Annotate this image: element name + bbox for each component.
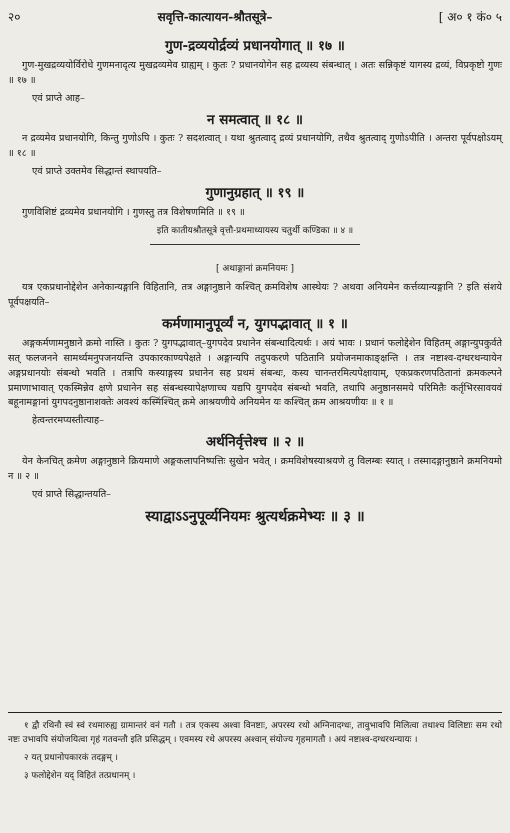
section-heading: [ अथाङ्गानां क्रमनियमः ] (216, 264, 294, 275)
footnote-1: १ द्वौ रथिनौ स्वं स्वं रथमारुह्य ग्रामान्तरं वनं गतौ । तत्र एकस्य अश्वा विनष्टाः, अपरस्य रथो अग्निनादग्धः, तावुभावपि मिलित्वा तथाश्च विलिष्टाः सम रथो नष्टः उभावपि संयोजयित्वा गृहं गतवन्तौ इति प्रसिद्धम् । एवमस्य रथे अपरस्य अश्वान् संयोज्य गृहमागतौ । अयं नष्टाश्व-दग्धरथन्यायः । (8, 721, 502, 746)
sutra-19: गुणानुग्रहात् ॥ १९ ॥ (205, 185, 305, 201)
commentary-17: गुण-मुखद्रव्ययोर्विरोधे गुणमनादृत्य मुखद्रव्यमेव ग्राह्यम् । कुतः ? प्रधानयोगेन सह द्रव्यस्य संबन्धात् । अतः सन्निकृष्टं यागस्य द्रव्यं, विप्रकृष्टो गुणः ॥ १७ ॥ (8, 59, 502, 86)
sutra-2: अर्थनिर्वृत्तेश्च ॥ २ ॥ (205, 434, 305, 451)
transition-line: एवं प्राप्ते उक्तमेव सिद्धान्तं स्थापयति– (32, 166, 162, 178)
commentary-19: गुणविशिष्टं द्रव्यमेव प्रधानयोगि । गुणस्तु तत्र विशेषणमिति ॥ १९ ॥ (22, 206, 245, 218)
introduction-paragraph: यत्र एकप्रधानोद्देशेन अनेकान्यङ्गानि विहितानि, तत्र अङ्गानुष्ठाने कश्चित् क्रमविशेष आस्थेयः ? अथवा अनियमेन कर्त्तव्यान्यङ्गानि ? इति संशये पूर्वपक्षयति– (8, 282, 502, 309)
transition-line: एवं प्राप्ते आह– (32, 92, 85, 104)
sutra-17: गुण-द्रव्ययोर्द्रव्यं प्रधानयोगात् ॥ १७ ॥ (165, 38, 345, 54)
transition-line: हेत्वन्तरमप्यस्तीत्याह– (32, 415, 104, 427)
page-header (8, 8, 502, 30)
footnote-2: २ यत् प्रधानोपकारकं तदङ्गम् । (24, 753, 118, 764)
sutra-18: न समत्वात् ॥ १८ ॥ (207, 111, 303, 128)
kandika-colophon: इति कातीयश्रौतसूत्रे वृत्तौ-प्रथमाध्यायस्य चतुर्थी कण्डिका ॥ ४ ॥ (156, 225, 354, 236)
section-reference: [ अ० १ कं० ५ (438, 10, 502, 24)
sutra-3: स्याद्वाऽऽनुपूर्व्यनियमः श्रुत्यर्थक्रमेभ्यः ॥ ३ ॥ (145, 507, 365, 525)
section-divider (150, 244, 360, 245)
page-number: २० (8, 10, 21, 24)
running-title: सवृत्ति-कात्यायन-श्रौतसूत्रे– (157, 10, 273, 24)
commentary-2: येन केनचित् क्रमेण अङ्गानुष्ठाने क्रियमाणे अङ्गकलापनिष्पत्तिः सुखेन भवेत् । क्रमविशेषस्याश्रयणे तु विलम्बः स्यात् । तस्मादङ्गानुष्ठाने क्रमनियमो न ॥ २ ॥ (8, 456, 502, 482)
transition-line: एवं प्राप्ते सिद्धान्तयति– (32, 488, 111, 500)
sutra-1: कर्मणामानुपूर्व्यं न, युगपद्भावात् ॥ १ ॥ (162, 316, 348, 333)
commentary-1: अङ्गकर्मणामनुष्ठाने क्रमो नास्ति । कुतः ? युगपद्भावात्–युगपदेव प्रधानेन संबन्धादित्यर्थः । अयं भावः । प्रधानं फलोद्देशेन विहितम् अङ्गान्युपकुर्वते सत् फलजनने सामर्थ्यमनुपजनयन्ति उपकारकाण्यपेक्षते । अङ्गान्यपि तदुपकरणे पठितानि प्रयोजनमाकाङ्क्षन्ति । तत्र नष्टाश्व-दग्धरथन्यायेन अङ्गप्रधानयोः संबन्धो भवति । तत्रापि कस्याङ्गस्य प्रधानेन सह प्रथमं संबन्धः, कस्य चानन्तरमित्यपेक्षायाम्, एकप्रकरणपठितानां क्रमकल्पने प्रमाणाभावात् एकस्मिन्नेव क्षणे प्रधानेन सह संबन्धस्यापेक्षणाच्च यद्यपि युगपदेव संबन्धो भवति, तथापि अनुष्ठानसमये परिमितैः कर्तृभिरसावयवं बहूनामङ्गानां युगपदनुष्ठानाशक्तेः अवश्यं कस्मिंश्चित् क्रमे आश्रयणीये अनियमेन यः कश्चित् क्रम आश्रयणीयः ॥ १ ॥ (8, 337, 502, 409)
footnote-3: ३ फलोद्देशेन यद् विहितं तत्प्रधानम् । (24, 771, 136, 782)
footnotes (8, 712, 502, 787)
commentary-18: न द्रव्यमेव प्रधानयोगि, किन्तु गुणोऽपि । कुतः ? सदशत्वात् । यथा श्रुतत्वाद् द्रव्यं प्रधानयोगि, तथैव श्रुतत्वाद् गुणोऽपीति । अन्तरा पूर्वपक्षोऽयम् ॥ १८ ॥ (8, 133, 502, 160)
